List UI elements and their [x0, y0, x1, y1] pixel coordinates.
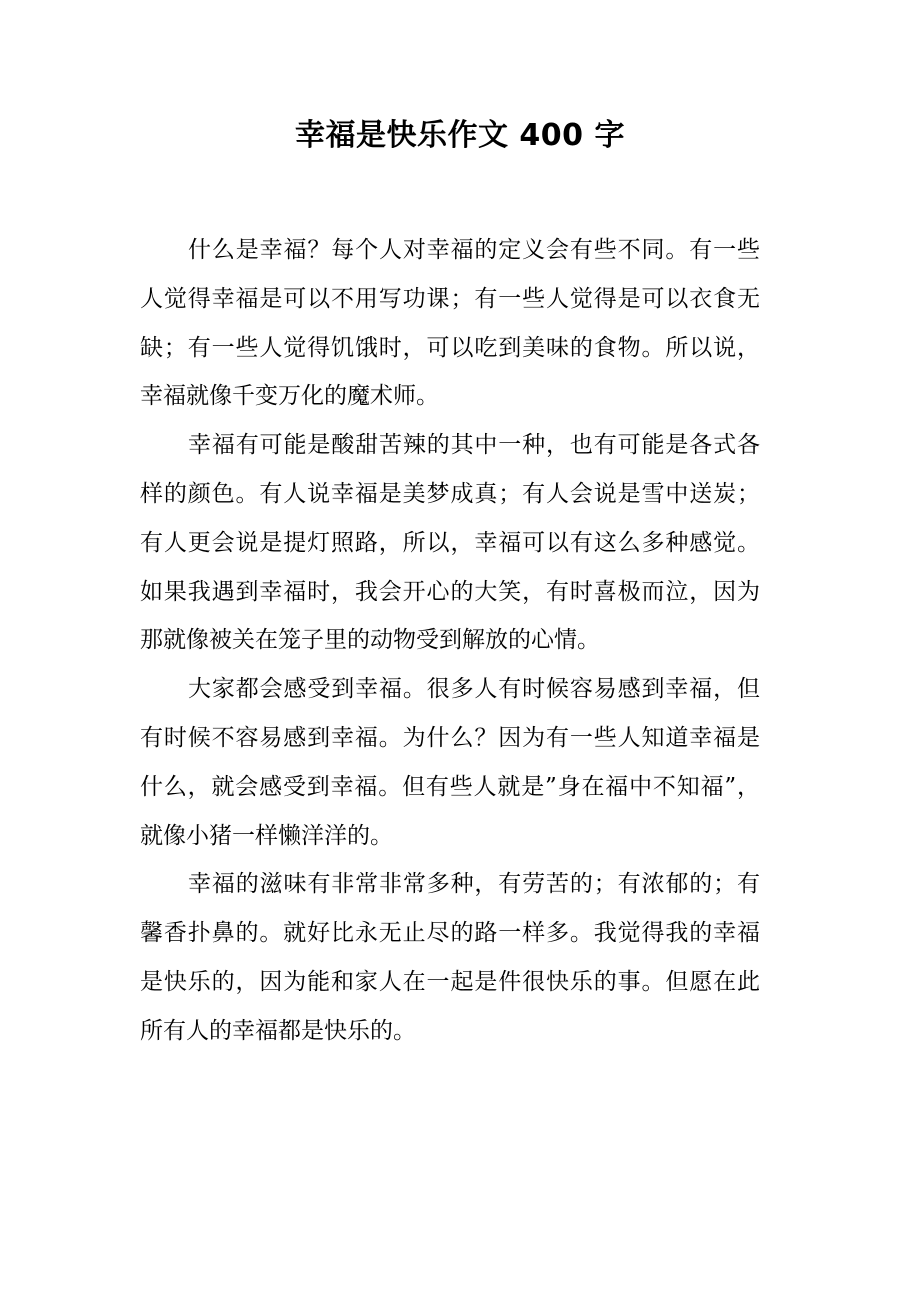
- document-title: 幸福是快乐作文 400 字: [294, 118, 625, 153]
- paragraph-1: 什么是幸福？每个人对幸福的定义会有些不同。有一些人觉得幸福是可以不用写功课；有一些人觉得是可以衣食无缺；有一些人觉得饥饿时，可以吃到美味的食物。所以说，幸福就像千变万化的魔术师。: [140, 237, 760, 410]
- paragraph-4: 幸福的滋味有非常非常多种，有劳苦的；有浓郁的；有馨香扑鼻的。就好比永无止尽的路一样多。我觉得我的幸福是快乐的，因为能和家人在一起是件很快乐的事。但愿在此所有人的幸福都是快乐的。: [140, 871, 760, 1044]
- paragraph-3: 大家都会感受到幸福。很多人有时候容易感到幸福，但有时候不容易感到幸福。为什么？因为有一些人知道幸福是什么，就会感受到幸福。但有些人就是”身在福中不知福”，就像小猪一样懒洋洋的。: [140, 676, 760, 849]
- document-body: [140, 226, 760, 1056]
- paragraph-2: 幸福有可能是酸甜苦辣的其中一种，也有可能是各式各样的颜色。有人说幸福是美梦成真；有人会说是雪中送炭；有人更会说是提灯照路，所以，幸福可以有这么多种感觉。如果我遇到幸福时，我会开心的大笑，有时喜极而泣，因为那就像被关在笼子里的动物受到解放的心情。: [140, 432, 760, 654]
